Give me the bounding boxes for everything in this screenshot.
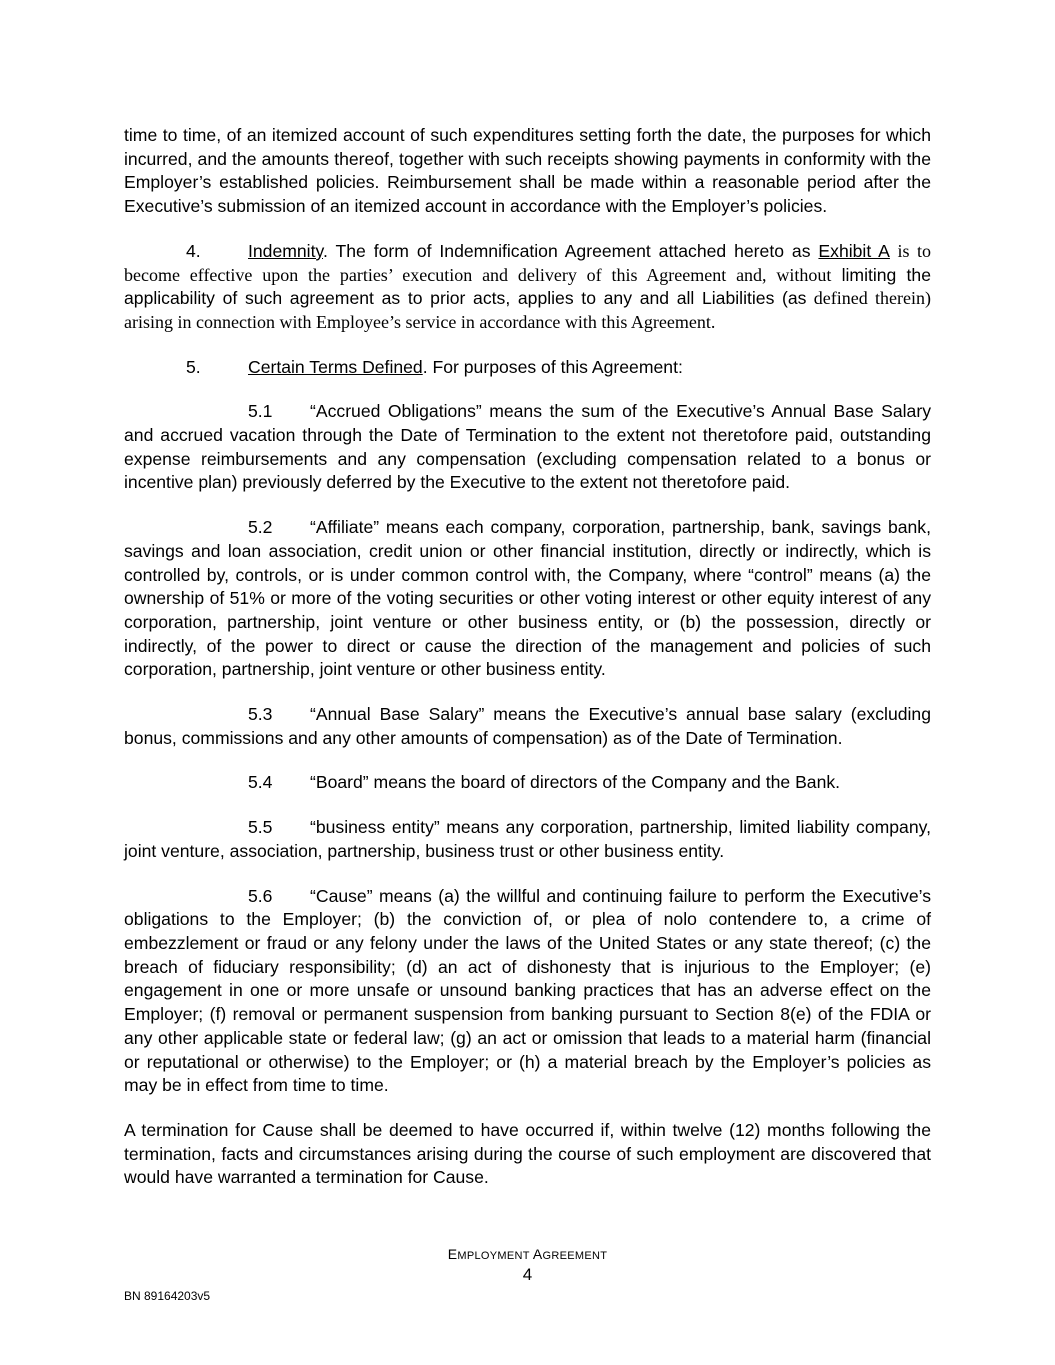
section-5-paragraph [124,356,931,380]
definition-text: “Annual Base Salary” means the Executive’s annual base salary (excluding bonus, commissions and any other amounts of compensation) as of the Date of Termination. [124,704,931,748]
definition-text: “Accrued Obligations” means the sum of the Executive’s Annual Base Salary and accrued vacation through the Date of Termination to the extent not theretofore paid, outstanding expense reimbursements and any compensation (excluding compensation related to a bonus or incentive plan) previously deferred by the Executive to the extent not theretofore paid. [124,401,931,493]
cause-note-paragraph: A termination for Cause shall be deemed to have occurred if, within twelve (12) months following the termination, facts and circumstances arising during the course of such employment are discovered that would have warranted a termination for Cause. [124,1119,931,1188]
definition-5-5 [124,816,931,863]
definition-5-1 [124,400,931,495]
definition-text: “Board” means the board of directors of the Company and the Bank. [310,772,841,793]
definition-text: “Cause” means (a) the willful and continuing failure to perform the Executive’s obligations to the Employer; (b) the conviction of, or plea of nolo contendere to, a crime of embezzlement or fraud or any felony under the laws of the United States or any state thereof; (c) the breach of fiduciary responsibility; (d) an act of dishonesty that is injurious to the Employer; (e) engagement in one or more unsafe or unsound banking practices that has an adverse effect on the Employer; (f) removal or permanent suspension from banking pursuant to Section 8(e) of the FDIA or any other applicable state or federal law; (g) an act or omission that leads to a material harm (financial or reputational or otherwise) to the Employer; or (h) a material breach by the Employer’s policies as may be in effect from time to time. [124,885,931,1096]
definition-5-6 [124,885,931,1098]
document-id: BN 89164203v5 [124,1289,211,1303]
section-5-heading: Certain Terms Defined [248,356,423,377]
section-4-lead: . The form of Indemnification Agreement attached hereto as [322,240,819,261]
section-5-number: 5. [186,356,201,377]
exhibit-a-reference: Exhibit A [818,240,890,261]
definition-number: 5.5 [248,817,273,838]
footer-title-a: A [532,1246,543,1262]
footer-title-e: E [447,1246,458,1262]
section-4-paragraph [124,240,931,335]
definition-5-2 [124,516,931,682]
continuation-paragraph: time to time, of an itemized account of such expenditures setting forth the date, the purposes for which incurred, and the amounts thereof, together with such receipts showing payments in conformity with the Employer’s established policies. Reimbursement shall be made within a reasonable period after the Executive’s submission of an itemized account in accordance with the Employer’s policies. [124,125,931,217]
document-body [124,124,931,1190]
footer-title-greement: GREEMENT [542,1250,608,1262]
definition-number: 5.2 [248,517,273,538]
definition-number: 5.1 [248,401,273,422]
definition-number: 5.3 [248,704,273,725]
footer-title-mployment: MPLOYMENT [457,1250,533,1262]
definition-text: “business entity” means any corporation, partnership, limited liability company, joint venture, association, partnership, business trust or other business entity. [124,817,931,861]
page-number: 4 [522,1265,533,1284]
section-4-number: 4. [186,240,201,261]
footer-title [0,1246,1055,1262]
section-4-line-4: defined therein) arising in connection with Employee’s service in accordance with this Agreement. [124,288,931,332]
definition-number: 5.4 [248,772,273,793]
definition-5-3 [124,703,931,750]
section-4-line-2: is to become effective upon the parties’ execution and delivery of this Agreement and, without [124,240,931,285]
definition-number: 5.6 [248,885,273,906]
definition-5-4 [124,771,931,795]
section-5-tail: . For purposes of this Agreement: [422,356,683,377]
section-4-heading: Indemnity [248,240,323,261]
section-4-line-3: limiting the applicability of such agreement as to prior acts, applies to any and all Liabilities (as [124,264,932,309]
definition-text: “Affiliate” means each company, corporation, partnership, bank, savings bank, savings and loan association, credit union or other financial institution, directly or indirectly, which is controlled by, controls, or is under common control with, the Company, where “control” means (a) the ownership of 51% or more of the voting securities or other voting interest or other equity interest of any corporation, partnership, joint venture or other business entity, or (b) the possession, directly or indirectly, of the power to direct or cause the direction of the management and policies of such corporation, partnership, joint venture or other business entity. [124,517,931,680]
